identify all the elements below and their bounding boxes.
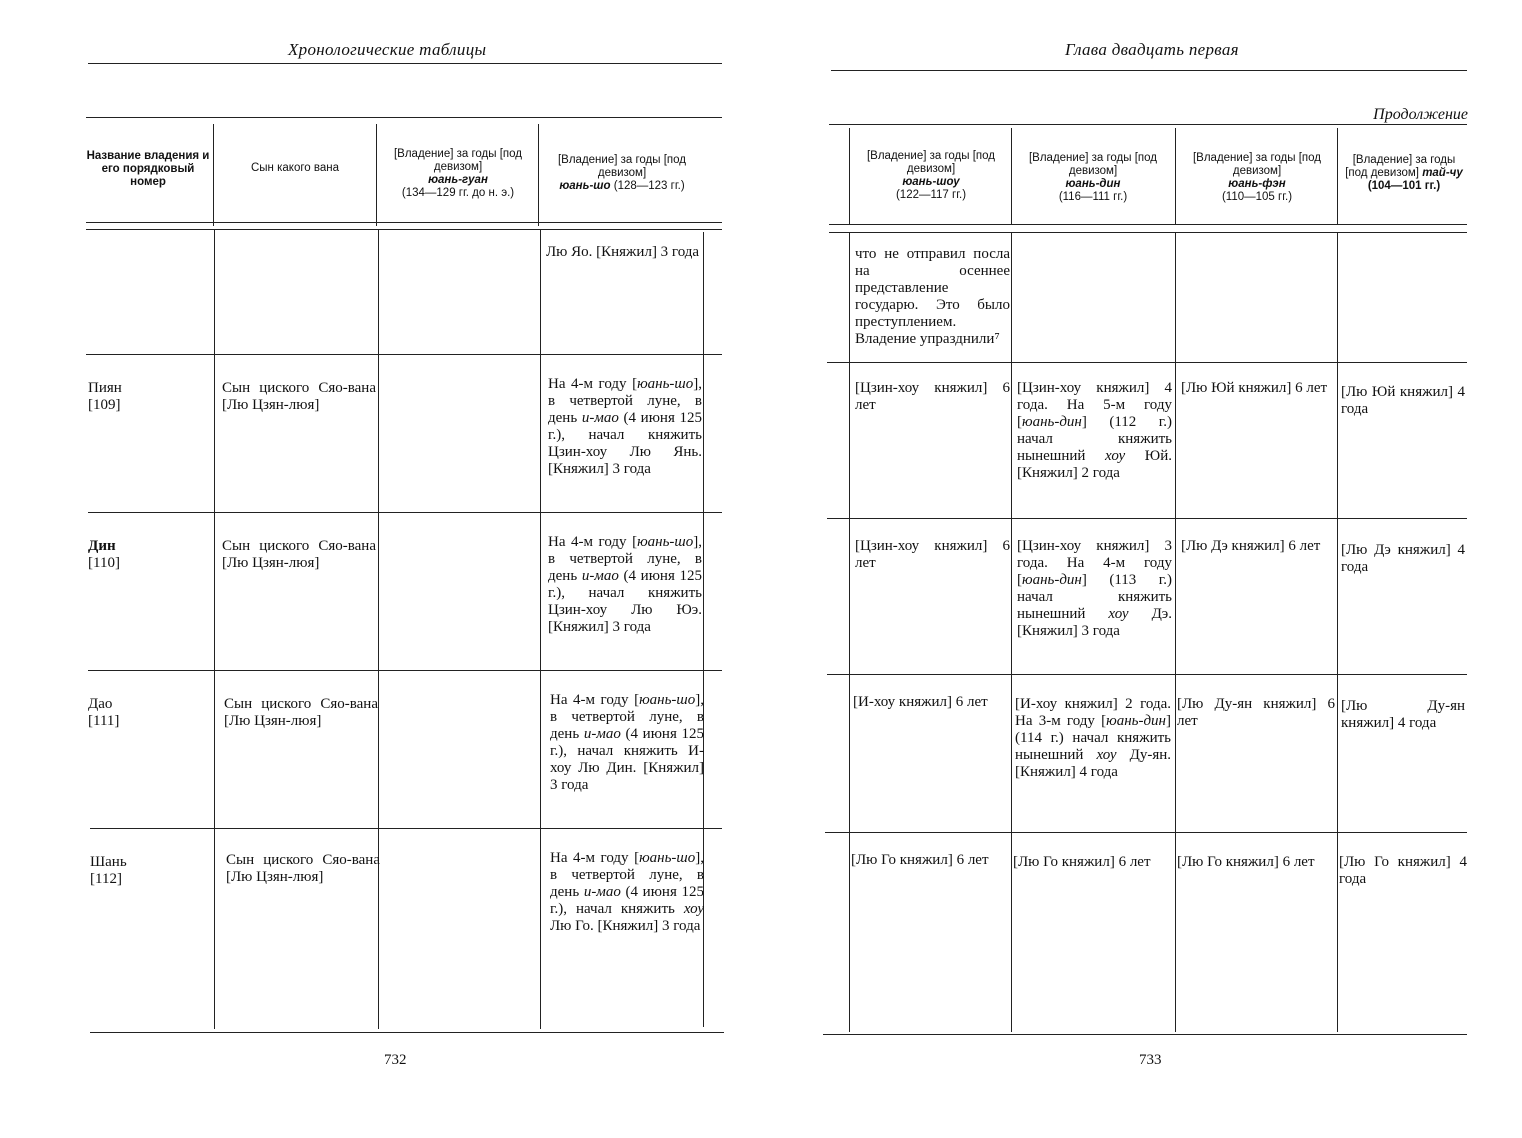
row-rule: [827, 518, 1467, 519]
header-col4-motto: юань-шо: [559, 180, 611, 192]
right-page: [761, 0, 1522, 1138]
table-cell: [И-хоу княжил] 2 года. На 3-м году [юань-дин] (114 г.) начал княжить нынешний хоу Ду-ян. [Княжил] 4 года: [1015, 696, 1171, 780]
col-divider: [1337, 232, 1338, 1032]
row-rule: [90, 828, 722, 829]
running-head-left: Хронологические таблицы: [288, 40, 487, 59]
row-rule: [86, 354, 722, 355]
table-cell: [И-хоу княжил] 6 лет: [853, 694, 988, 710]
header-col4-text: [Владение] за годы [под девизом]: [557, 154, 687, 179]
col-divider: [849, 128, 850, 224]
header-rule: [88, 63, 722, 64]
header-bottom-rule-2: [829, 232, 1467, 233]
row-son: Сын циского Сяо-вана [Лю Цзян-люя]: [222, 538, 376, 571]
table-cell: На 4-м году [юань-шо], в четвертой луне, в день и-мао (4 июня 125 г.), начал княжить И-хоу Лю Дин. [Княжил] 3 года: [550, 692, 704, 793]
row-son: Сын циского Сяо-вана [Лю Цзян-люя]: [222, 380, 376, 413]
col-divider: [849, 232, 850, 1032]
table-cell: [Лю Го княжил] 4 года: [1339, 854, 1467, 887]
table-cell: [Лю Ду-ян княжил] 6 лет: [1177, 696, 1335, 729]
row-name: Дао [111]: [88, 696, 120, 729]
table-cell: [Лю Ду-ян княжил] 4 года: [1341, 698, 1465, 731]
col-divider: [213, 124, 214, 226]
col-divider: [1337, 128, 1338, 224]
header-col4: [542, 154, 702, 193]
table-cell: Лю Яо. [Княжил] 3 года: [546, 244, 700, 260]
header-col3-text: [Владение] за годы [под девизом]: [393, 148, 523, 173]
continuation-label: Продолжение: [1373, 106, 1468, 123]
table-cell: На 4-м году [юань-шо], в четвертой луне, в день и-мао (4 июня 125 г.), начал княжить хоу Лю Го. [Княжил] 3 года: [550, 850, 704, 934]
row-name: Дин [110]: [88, 538, 120, 571]
row-name: Шань [112]: [90, 854, 127, 887]
table-cell: [Лю Дэ княжил] 4 года: [1341, 542, 1465, 575]
table-cell: [Цзин-хоу княжил] 3 года. На 4-м году [юань-дин] (113 г.) начал княжить нынешний хоу Дэ. [Княжил] 3 года: [1017, 538, 1172, 639]
header-col2: [Владение] за годы [под девизом] юань-дин (116—111 гг.): [1028, 152, 1158, 203]
header-rule: [831, 70, 1467, 71]
header-col3: [382, 148, 534, 200]
row-rule: [88, 512, 722, 513]
table-cell: [Лю Юй княжил] 6 лет: [1181, 380, 1328, 396]
table-cell: [Цзин-хоу княжил] 4 года. На 5-м году [юань-дин] (112 г.) начал княжить нынешний хоу Юй. [Княжил] 2 года: [1017, 380, 1172, 481]
table-top-rule: [829, 124, 1467, 125]
row-rule: [88, 670, 722, 671]
table-cell: [Лю Дэ княжил] 6 лет: [1181, 538, 1321, 554]
row-name: Пиян [109]: [88, 380, 122, 413]
table-cell: [Цзин-хоу княжил] 6 лет: [855, 380, 1010, 413]
header-col4-years: (128—123 гг.): [613, 180, 685, 192]
table-cell: [Лю Го княжил] 6 лет: [851, 852, 989, 868]
col-divider: [376, 124, 377, 226]
header-name-col: Название владения и его порядковый номер: [86, 150, 210, 188]
col-divider: [1175, 128, 1176, 224]
running-head-right: Глава двадцать первая: [1065, 40, 1239, 59]
col-divider: [540, 229, 541, 1029]
col-divider: [1175, 232, 1176, 1032]
table-cell: [Лю Го княжил] 6 лет: [1177, 854, 1315, 870]
col-divider: [214, 229, 215, 1029]
row-rule: [827, 674, 1467, 675]
header-col4: [Владение] за годы [под девизом] тай-чу (104—101 гг.): [1345, 154, 1463, 192]
row-son: Сын циского Сяо-вана [Лю Цзян-люя]: [224, 696, 378, 729]
col-divider: [378, 229, 379, 1029]
header-col3-motto: юань-гуан: [428, 174, 488, 186]
row-rule: [827, 362, 1467, 363]
table-bottom-rule: [90, 1032, 724, 1033]
row-rule: [825, 832, 1467, 833]
header-bottom-rule-2: [86, 229, 722, 230]
table-cell: На 4-м году [юань-шо], в четвертой луне, в день и-мао (4 июня 125 г.), начал княжить Цзин-хоу Лю Янь. [Княжил] 3 года: [548, 376, 702, 477]
header-col3: [Владение] за годы [под девизом] юань-фэн (110—105 гг.): [1192, 152, 1322, 203]
table-cell: [Лю Юй княжил] 4 года: [1341, 384, 1465, 417]
table-top-rule: [86, 117, 722, 118]
header-col3-years: (134—129 гг. до н. э.): [401, 187, 515, 199]
col-divider: [538, 124, 539, 226]
row-son: Сын циского Сяо-вана [Лю Цзян-люя]: [226, 852, 380, 885]
page-number: 732: [384, 1052, 407, 1068]
table-cell: На 4-м году [юань-шо], в четвертой луне, в день и-мао (4 июня 125 г.), начал княжить Цзин-хоу Лю Юэ. [Княжил] 3 года: [548, 534, 702, 635]
table-cell: что не отправил посла на осеннее представление государю. Это было преступлением. Владение упразднили⁷: [855, 246, 1010, 347]
col-divider: [1011, 128, 1012, 224]
header-bottom-rule: [86, 222, 722, 223]
header-col1: [Владение] за годы [под девизом] юань-шоу (122—117 гг.): [866, 150, 996, 201]
table-cell: [Лю Го княжил] 6 лет: [1013, 854, 1151, 870]
table-bottom-rule: [823, 1034, 1467, 1035]
col-divider: [1011, 232, 1012, 1032]
page-number: 733: [1139, 1052, 1162, 1068]
table-cell: [Цзин-хоу княжил] 6 лет: [855, 538, 1010, 571]
header-bottom-rule: [829, 224, 1467, 225]
header-son-col: Сын какого вана: [250, 162, 339, 174]
